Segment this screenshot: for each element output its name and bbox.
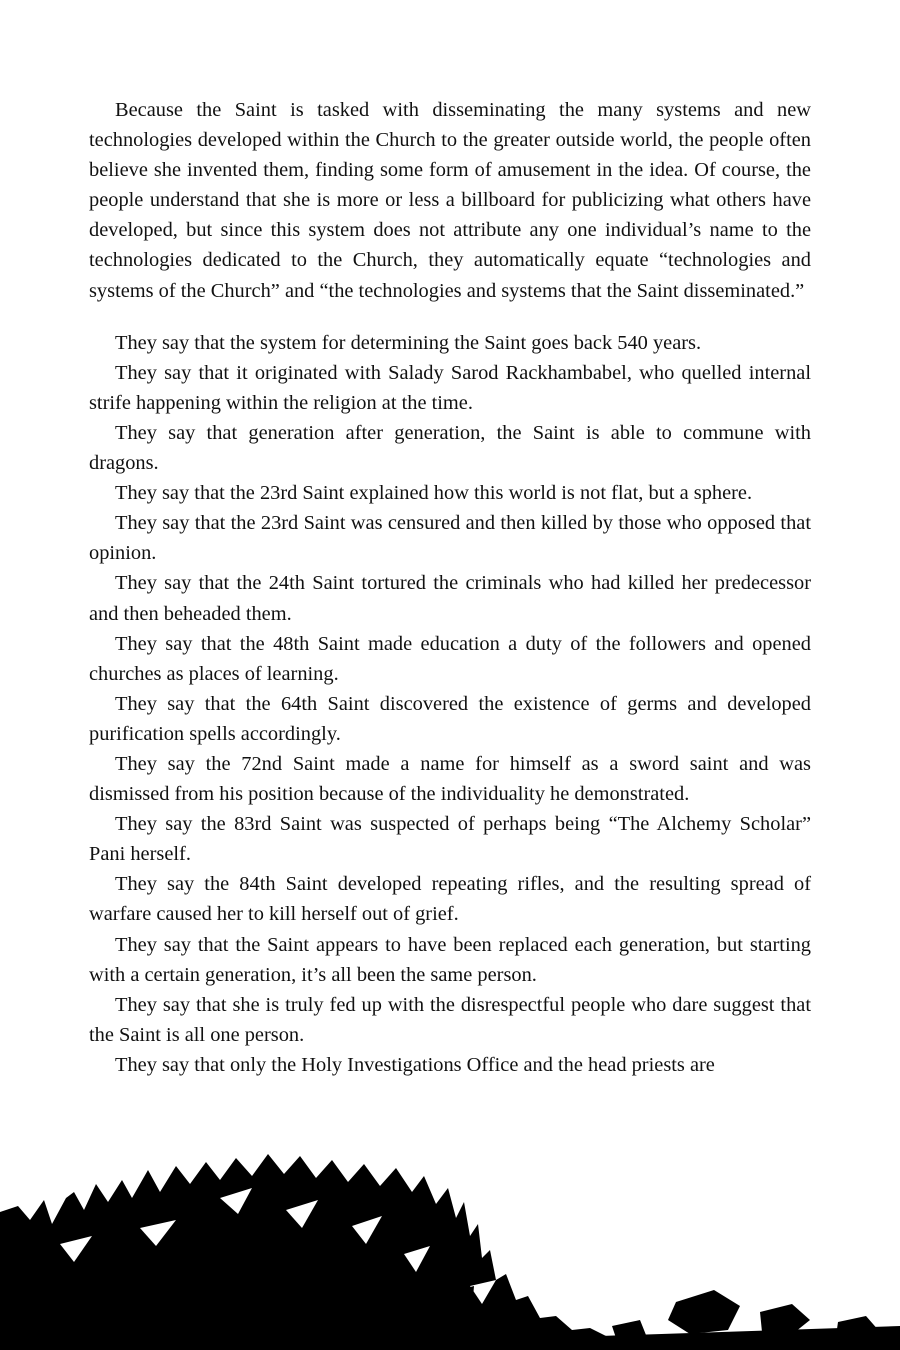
paragraph: They say that the 64th Saint discovered the existence of germs and developed purification spells accordingly. [89,692,811,745]
paragraph: Because the Saint is tasked with disseminating the many systems and new technologies developed within the Church to the greater outside world, the people often believe she invented them, finding some form of amusement in the idea. Of course, the people understand that she is more or less a billboard for publicizing what others have developed, but since this system does not attribute any one individual’s name to the technologies dedicated to the Church, they automatically equate “technologies and systems of the Church” and “the technologies and systems that the Saint disseminated.” [89,99,811,302]
paragraph: They say that it originated with Salady Sarod Rackhambabel, who quelled internal strife happening within the religion at the time. [89,361,811,414]
paragraph: They say that the 24th Saint tortured the criminals who had killed her predecessor and then beheaded them. [89,572,811,625]
paragraph: They say that the system for determining the Saint goes back 540 years. [115,331,702,354]
paragraph: They say that only the Holy Investigations Office and the head priests are [115,1053,715,1076]
paragraph: They say that the 48th Saint made education a duty of the followers and opened churches as places of learning. [89,632,811,685]
paragraph: They say the 84th Saint developed repeating rifles, and the resulting spread of warfare caused her to kill herself out of grief. [89,873,811,926]
paragraph: They say the 72nd Saint made a name for himself as a sword saint and was dismissed from his position because of the individuality he demonstrated. [89,752,811,806]
paragraph: They say that the 23rd Saint was censured and then killed by those who opposed that opinion. [89,512,811,565]
paragraph: They say that the Saint appears to have been replaced each generation, but starting with a certain generation, it’s all been the same person. [89,933,811,986]
paragraph-spacer [89,306,811,328]
body-text-column [89,95,811,1080]
ink-silhouette-illustration [0,1140,900,1350]
paragraph: They say that the 23rd Saint explained how this world is not flat, but a sphere. [115,482,753,505]
paragraph: They say the 83rd Saint was suspected of perhaps being “The Alchemy Scholar” Pani herself. [89,813,811,866]
paragraph: They say that generation after generation, the Saint is able to commune with dragons. [89,421,811,475]
paragraph: They say that she is truly fed up with the disrespectful people who dare suggest that the Saint is all one person. [89,993,811,1046]
